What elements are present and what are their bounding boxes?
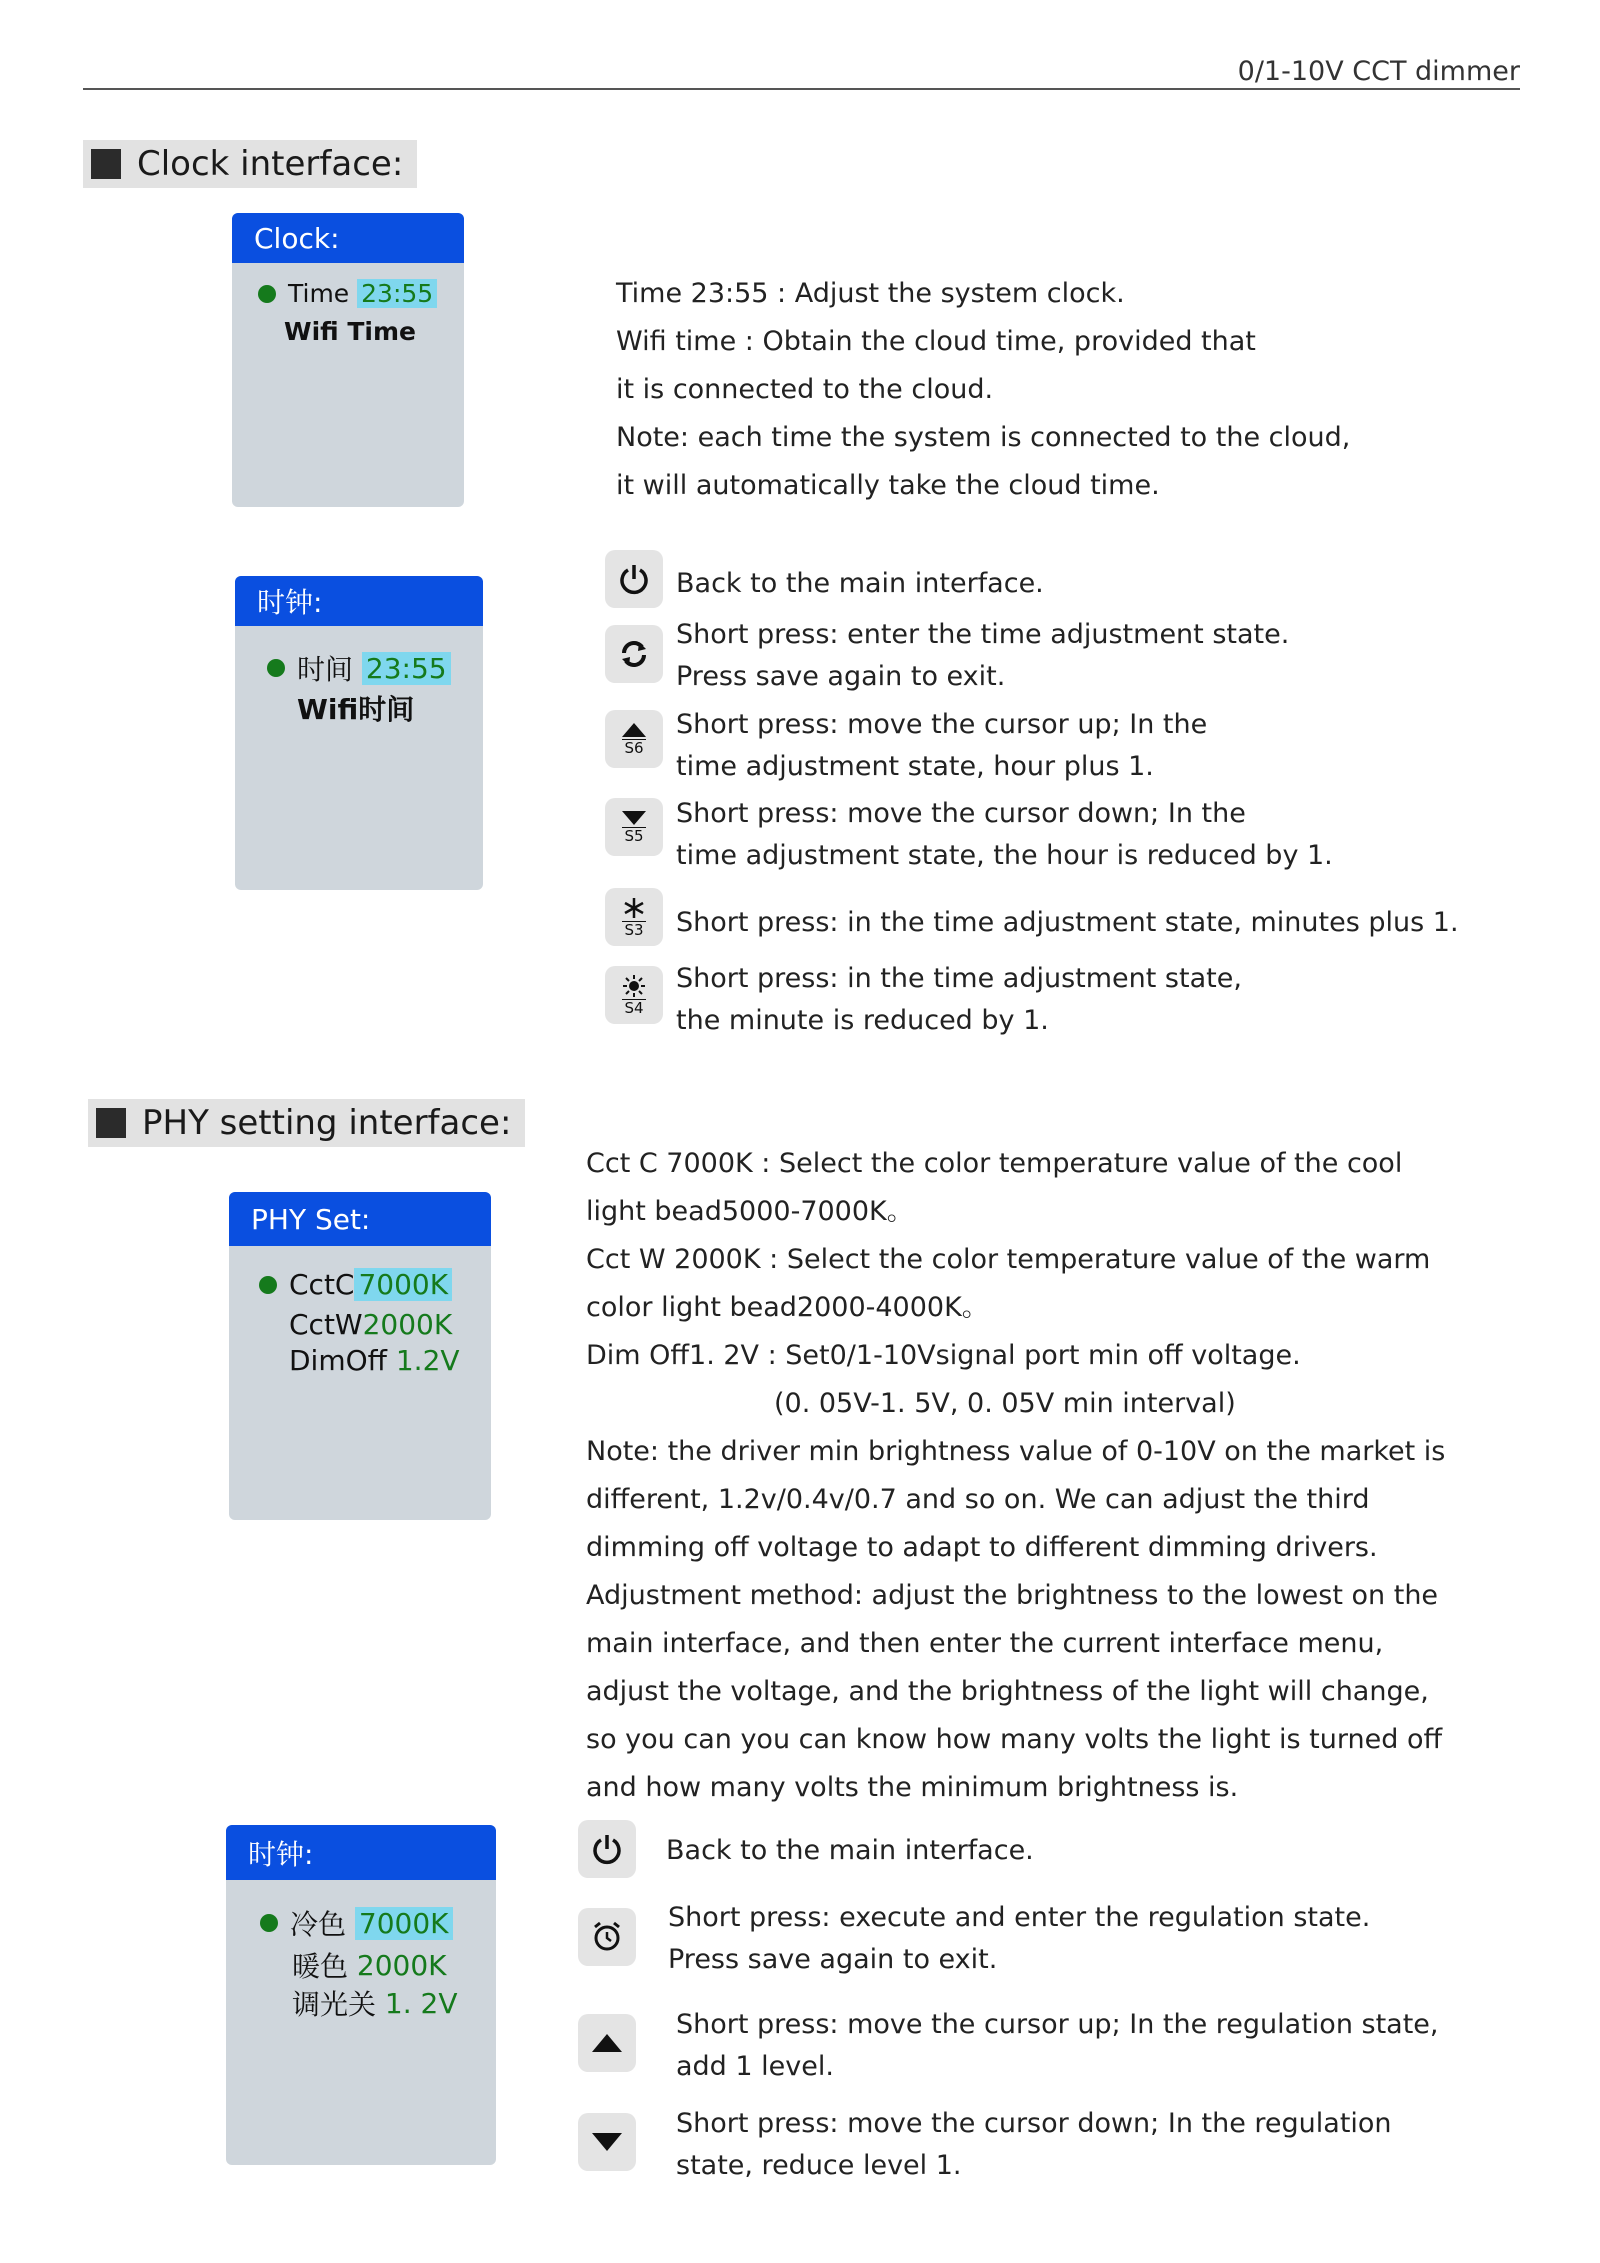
desc-line: Cct C 7000K : Select the color temperature value of the cool <box>586 1148 1403 1179</box>
desc-line: light bead5000-7000K。 <box>586 1196 914 1227</box>
down-triangle-icon <box>592 2133 622 2151</box>
time-label-cn: 时间 <box>297 653 354 686</box>
selected-dot-icon <box>259 1276 277 1294</box>
desc-line: and how many volts the minimum brightness is. <box>586 1772 1239 1803</box>
section-bullet-square <box>91 149 121 179</box>
snowflake-s3-button-desc <box>676 902 1459 944</box>
desc-line: (0. 05V-1. 5V, 0. 05V min interval) <box>774 1388 1236 1419</box>
button-caption: S5 <box>624 826 644 845</box>
down-s5-button[interactable] <box>605 798 663 856</box>
button-desc-line: time adjustment state, hour plus 1. <box>676 751 1154 782</box>
wifi-time-label: Wifi Time <box>284 317 417 346</box>
button-desc-line: add 1 level. <box>676 2051 834 2082</box>
phy-screen-en <box>229 1192 491 1520</box>
up-s6-button[interactable] <box>605 710 663 768</box>
warm-value: 2000K <box>356 1948 447 1982</box>
button-desc-line: Short press: enter the time adjustment state. <box>676 619 1290 650</box>
button-desc-line: Back to the main interface. <box>676 568 1044 599</box>
cctc-label: CctC <box>289 1268 355 1301</box>
button-caption: S6 <box>624 738 644 757</box>
button-desc-line: Short press: move the cursor up; In the regulation state, <box>676 2009 1439 2040</box>
button-desc-line: Press save again to exit. <box>676 661 1006 692</box>
button-desc-line: Short press: execute and enter the regulation state. <box>668 1902 1371 1933</box>
button-desc-line: Short press: in the time adjustment state, minutes plus 1. <box>676 907 1459 938</box>
power-button-desc <box>676 563 1044 605</box>
button-desc-line: Short press: in the time adjustment state, <box>676 963 1242 994</box>
up-arrow-icon <box>622 723 646 737</box>
phy-cn-cold-row <box>260 1903 453 1943</box>
clock-screen-en <box>232 213 464 507</box>
refresh-icon <box>619 639 649 669</box>
time-value: 23:55 <box>357 279 437 308</box>
wifi-time-label-cn: Wifi时间 <box>297 693 415 726</box>
phy-down-button-desc <box>676 2103 1392 2187</box>
desc-line: Wifi time : Obtain the cloud time, provided that <box>616 326 1256 357</box>
button-desc-line: time adjustment state, the hour is reduced by 1. <box>676 840 1333 871</box>
desc-line: different, 1.2v/0.4v/0.7 and so on. We can adjust the third <box>586 1484 1370 1515</box>
phy-section-heading <box>88 1099 525 1147</box>
desc-line: Time 23:55 : Adjust the system clock. <box>616 278 1125 309</box>
time-label: Time <box>288 279 350 308</box>
dimoff-value-cn: 1. 2V <box>384 1986 458 2020</box>
cold-value: 7000K <box>355 1907 453 1940</box>
desc-line: Note: the driver min brightness value of 0-10V on the market is <box>586 1436 1446 1467</box>
phy-cctc-row <box>259 1268 452 1301</box>
clock-cn-time-row <box>267 648 451 688</box>
phy-up-button-desc <box>676 2004 1439 2088</box>
phy-power-button-desc <box>666 1830 1034 1872</box>
button-desc-line: Short press: move the cursor up; In the <box>676 709 1208 740</box>
phy-description <box>586 1140 1445 1812</box>
power-button[interactable] <box>605 550 663 608</box>
selected-dot-icon <box>267 659 285 677</box>
cctw-label: CctW <box>289 1308 363 1341</box>
button-desc-line: the minute is reduced by 1. <box>676 1005 1049 1036</box>
desc-line: so you can you can know how many volts the light is turned off <box>586 1724 1443 1755</box>
cctc-value: 7000K <box>354 1268 452 1301</box>
clock-section-heading <box>83 140 417 188</box>
button-desc-line: state, reduce level 1. <box>676 2150 962 2181</box>
dimoff-label-cn: 调光关 <box>292 1988 377 2021</box>
up-s6-button-desc <box>676 704 1207 788</box>
cctw-value: 2000K <box>362 1308 453 1341</box>
phy-up-button[interactable] <box>578 2014 636 2072</box>
desc-line: dimming off voltage to adapt to different dimming drivers. <box>586 1532 1378 1563</box>
button-desc-line: Back to the main interface. <box>666 1835 1034 1866</box>
power-icon <box>590 1832 624 1866</box>
phy-dimoff-row <box>289 1344 460 1377</box>
desc-line: it is connected to the cloud. <box>616 374 994 405</box>
clock-section-title: Clock interface: <box>137 144 404 184</box>
desc-line: Note: each time the system is connected to the cloud, <box>616 422 1351 453</box>
sun-s4-button[interactable] <box>605 966 663 1024</box>
cold-label: 冷色 <box>290 1908 347 1941</box>
desc-line: Dim Off1. 2V : Set0/1-10Vsignal port min off voltage. <box>586 1340 1301 1371</box>
header-divider <box>83 88 1520 90</box>
desc-line: color light bead2000-4000K。 <box>586 1292 989 1323</box>
document-header-title: 0/1-10V CCT dimmer <box>1237 56 1520 87</box>
button-desc-line: Short press: move the cursor down; In the <box>676 798 1246 829</box>
time-value-cn: 23:55 <box>362 652 451 685</box>
sun-s4-button-desc <box>676 958 1242 1042</box>
phy-power-button[interactable] <box>578 1820 636 1878</box>
phy-screen-en-title: PHY Set: <box>229 1192 491 1246</box>
button-caption: S3 <box>624 920 644 939</box>
desc-line: it will automatically take the cloud time. <box>616 470 1160 501</box>
button-caption: S4 <box>624 998 644 1017</box>
down-arrow-icon <box>622 811 646 825</box>
phy-cn-warm-row <box>292 1945 447 1985</box>
desc-line: main interface, and then enter the current interface menu, <box>586 1628 1384 1659</box>
sun-icon <box>623 975 645 997</box>
warm-label: 暖色 <box>292 1950 349 1983</box>
power-icon <box>617 562 651 596</box>
phy-screen-cn <box>226 1825 496 2165</box>
desc-line: Cct W 2000K : Select the color temperature value of the warm <box>586 1244 1431 1275</box>
phy-cctw-row <box>289 1308 452 1341</box>
clock-screen-cn-title: 时钟: <box>235 576 483 626</box>
selected-dot-icon <box>260 1914 278 1932</box>
refresh-button[interactable] <box>605 625 663 683</box>
desc-line: Adjustment method: adjust the brightness to the lowest on the <box>586 1580 1439 1611</box>
phy-section-title: PHY setting interface: <box>142 1103 512 1143</box>
clock-description <box>616 270 1350 510</box>
phy-down-button[interactable] <box>578 2113 636 2171</box>
clock-time-row <box>258 279 437 308</box>
alarm-clock-button[interactable] <box>578 1908 636 1966</box>
section-bullet-square <box>96 1108 126 1138</box>
selected-dot-icon <box>258 285 276 303</box>
clock-screen-en-title: Clock: <box>232 213 464 263</box>
snowflake-s3-button[interactable] <box>605 888 663 946</box>
up-triangle-icon <box>592 2034 622 2052</box>
refresh-button-desc <box>676 614 1289 698</box>
alarm-clock-button-desc <box>668 1897 1370 1981</box>
button-desc-line: Short press: move the cursor down; In the regulation <box>676 2108 1392 2139</box>
alarm-clock-icon <box>591 1921 623 1953</box>
clock-screen-cn <box>235 576 483 890</box>
dimoff-label: DimOff <box>289 1344 387 1377</box>
desc-line: adjust the voltage, and the brightness of the light will change, <box>586 1676 1429 1707</box>
phy-cn-dimoff-row <box>292 1983 458 2023</box>
down-s5-button-desc <box>676 793 1333 877</box>
phy-screen-cn-title: 时钟: <box>226 1825 496 1880</box>
snowflake-icon <box>623 897 645 919</box>
dimoff-value: 1.2V <box>395 1344 460 1377</box>
button-desc-line: Press save again to exit. <box>668 1944 998 1975</box>
